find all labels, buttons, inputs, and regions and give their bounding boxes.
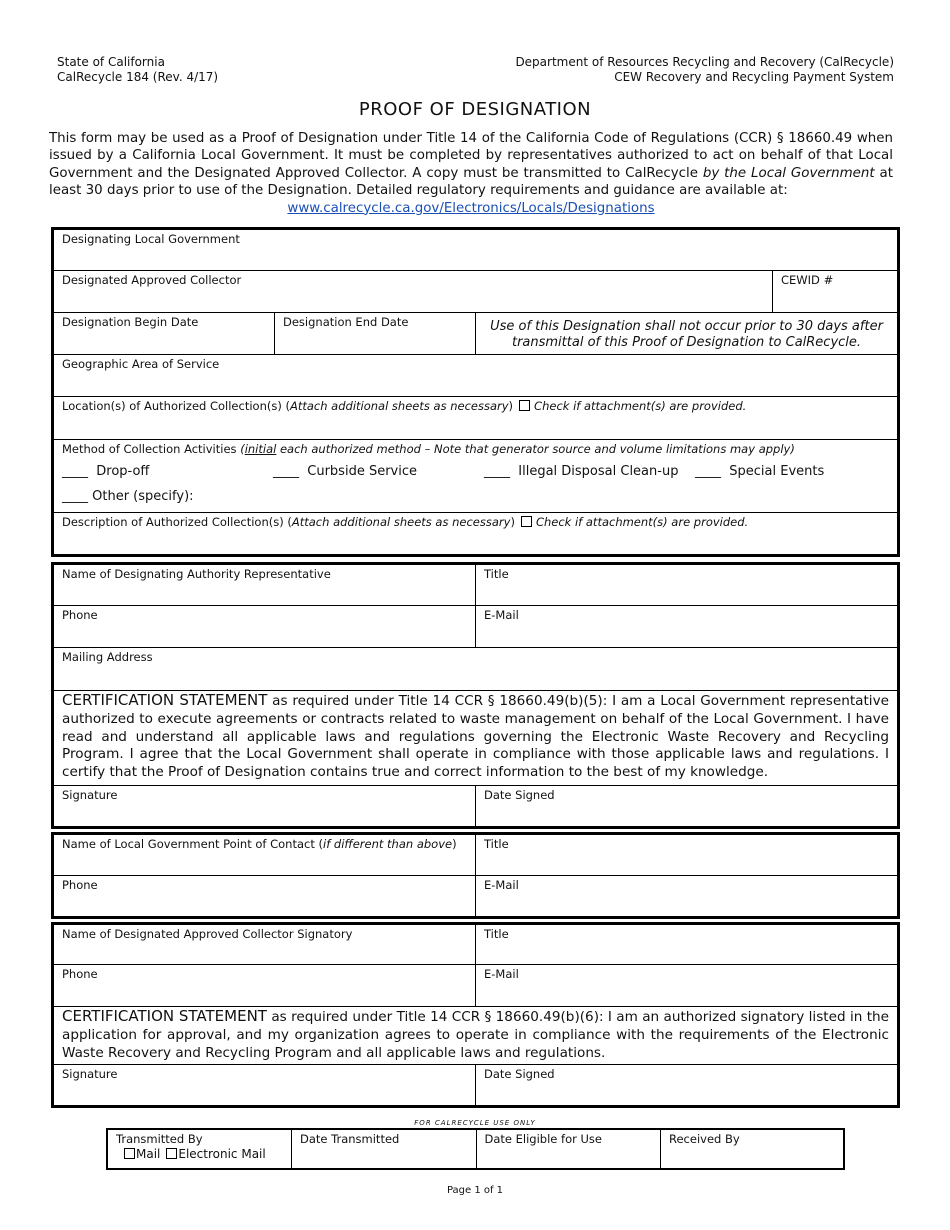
blank-line: ____ <box>695 464 721 479</box>
cert6-ref: Title 14 CCR § 18660.49(b)(6) <box>396 1009 599 1025</box>
signatory-phone-field[interactable] <box>53 965 476 1007</box>
dropoff-label: Drop-off <box>96 464 150 479</box>
received-by-field[interactable] <box>661 1129 845 1169</box>
method-label: Method of Collection Activities <box>62 442 241 456</box>
curbside-label: Curbside Service <box>307 464 417 479</box>
rep-title-label: Title <box>484 567 509 581</box>
rep-name-field[interactable] <box>53 564 476 606</box>
designation-note-cell <box>476 313 899 355</box>
transmitted-by-label: Transmitted By <box>116 1132 203 1146</box>
signatory-signature-field[interactable] <box>53 1065 476 1107</box>
locations-note: Attach additional sheets as necessary <box>289 399 509 413</box>
signatory-email-field[interactable] <box>476 965 899 1007</box>
locations-label-end: ) <box>508 399 514 413</box>
method-option-special-events[interactable] <box>695 464 824 479</box>
poc-title-label: Title <box>484 837 509 851</box>
signatory-title-label: Title <box>484 927 509 941</box>
designations-link[interactable]: www.calrecycle.ca.gov/Electronics/Locals/Designations <box>287 200 655 216</box>
form-id: CalRecycle 184 (Rev. 4/17) <box>57 70 219 84</box>
designating-local-government-field[interactable] <box>53 229 899 271</box>
blank-line: ____ <box>484 464 510 479</box>
method-option-curbside[interactable] <box>273 464 484 479</box>
locations-label: Location(s) of Authorized Collection(s) ( <box>62 399 290 413</box>
signatory-email-label: E-Mail <box>484 967 519 981</box>
description-label: Description of Authorized Collection(s) ( <box>62 515 292 529</box>
designation-note: Use of this Designation shall not occur prior to 30 days after transmittal of this Proof of Designation to CalRecycle. <box>490 319 883 350</box>
geographic-area-field[interactable] <box>53 355 899 397</box>
poc-name-label: Name of Local Government Point of Contact ( <box>62 837 323 851</box>
state-label: State of California <box>57 55 165 69</box>
date-transmitted-label: Date Transmitted <box>300 1132 400 1146</box>
system-label: CEW Recovery and Recycling Payment System <box>614 70 894 84</box>
poc-phone-label: Phone <box>62 878 98 892</box>
signatory-date-signed-field[interactable] <box>476 1065 899 1107</box>
method-paren: ( <box>240 442 245 456</box>
poc-name-end: ) <box>452 837 457 851</box>
signatory-title-field[interactable] <box>476 924 899 965</box>
poc-name-note: if different than above <box>323 837 453 851</box>
cewid-label: CEWID # <box>781 273 834 287</box>
intro-text-a: This form may be used as a Proof of Designation under Title 14 of the California Code of Regulations (CCR) § 18660.49 when issued by a California Local Government. It must be completed by representatives authorized to act on behalf of that Local Government and the Designated Approved Collector. A copy must be transmitted to CalRecycle <box>49 131 893 181</box>
attachment-checkbox[interactable] <box>519 400 530 411</box>
transmitted-by-field <box>107 1129 292 1169</box>
date-eligible-field[interactable] <box>476 1129 661 1169</box>
certification-statement-5 <box>53 691 899 786</box>
rep-phone-field[interactable] <box>53 606 476 648</box>
rep-date-signed-label: Date Signed <box>484 788 555 802</box>
designating-local-government-label: Designating Local Government <box>62 232 240 246</box>
special-events-label: Special Events <box>729 464 825 479</box>
header-left <box>57 55 218 85</box>
description-label-end: ) <box>510 515 515 529</box>
illegal-disposal-label: Illegal Disposal Clean-up <box>518 464 679 479</box>
method-option-illegal-disposal[interactable] <box>484 464 695 479</box>
designated-approved-collector-label: Designated Approved Collector <box>62 273 242 287</box>
electronic-mail-checkbox[interactable] <box>166 1148 177 1159</box>
signatory-phone-label: Phone <box>62 967 98 981</box>
mailing-address-field[interactable] <box>53 648 899 691</box>
rep-name-label: Name of Designating Authority Representative <box>62 567 331 581</box>
blank-line: ____ <box>62 489 88 504</box>
date-transmitted-field[interactable] <box>292 1129 477 1169</box>
signatory-name-field[interactable] <box>53 924 476 965</box>
intro-text-b: at least 30 days prior to use of the Designation. Detailed regulatory requirements and guidance are available at: <box>49 165 893 199</box>
end-date-label: Designation End Date <box>283 315 409 329</box>
office-use-heading: FOR CALRECYCLE USE ONLY <box>414 1119 536 1127</box>
office-use-table <box>106 1128 845 1170</box>
intro-text-em: by the Local Government <box>702 165 875 181</box>
mail-checkbox[interactable] <box>124 1148 135 1159</box>
intro-paragraph <box>49 130 893 217</box>
other-label: Other (specify): <box>92 489 194 504</box>
rep-signature-label: Signature <box>62 788 118 802</box>
method-other-row[interactable] <box>62 489 889 504</box>
date-eligible-label: Date Eligible for Use <box>484 1132 602 1146</box>
poc-email-label: E-Mail <box>484 878 519 892</box>
received-by-label: Received By <box>669 1132 740 1146</box>
page-title: PROOF OF DESIGNATION <box>358 99 592 120</box>
description-field[interactable] <box>53 513 899 556</box>
poc-email-field[interactable] <box>476 876 899 918</box>
cert6-mid: as required under <box>266 1009 397 1025</box>
rep-email-label: E-Mail <box>484 608 519 622</box>
begin-date-field[interactable] <box>53 313 275 355</box>
rep-title-field[interactable] <box>476 564 899 606</box>
header-right <box>515 55 894 85</box>
signatory-name-label: Name of Designated Approved Collector Signatory <box>62 927 353 941</box>
cert-body: : I am a Local Government representative authorized to execute agreements or contracts related to waste management on behalf of the Local Government. I have read and understand all applicable laws and regulations governing the Electronic Waste Recovery and Recycling Program. I agree that the Local Government shall operate in compliance with those applicable laws and regulations. I certify that the Proof of Designation contains true and correct information to the best of my knowledge. <box>62 693 889 781</box>
method-option-dropoff[interactable] <box>62 464 273 479</box>
electronic-mail-label: Electronic Mail <box>178 1147 266 1161</box>
designating-authority-table <box>51 562 900 829</box>
method-options-row <box>62 464 889 479</box>
cewid-field[interactable] <box>773 271 899 313</box>
description-attachment-checkbox[interactable] <box>521 516 532 527</box>
collector-signatory-table <box>51 922 900 1108</box>
method-initial: initial <box>244 442 277 456</box>
rep-email-field[interactable] <box>476 606 899 648</box>
method-of-collection-field <box>53 440 899 513</box>
signatory-date-signed-label: Date Signed <box>484 1067 555 1082</box>
geographic-area-label: Geographic Area of Service <box>62 357 220 371</box>
point-of-contact-table <box>51 832 900 919</box>
page-number: Page 1 of 1 <box>446 1185 504 1196</box>
mail-label: Mail <box>136 1147 161 1161</box>
cert-lead: CERTIFICATION STATEMENT <box>62 691 268 709</box>
rep-signature-field[interactable] <box>53 786 476 828</box>
poc-phone-field[interactable] <box>53 876 476 918</box>
method-note: each authorized method – Note that generator source and volume limitations may apply) <box>276 442 795 456</box>
blank-line: ____ <box>273 464 299 479</box>
description-attachment-label: Check if attachment(s) are provided. <box>535 515 749 529</box>
end-date-field[interactable] <box>275 313 476 355</box>
description-note: Attach additional sheets as necessary <box>291 515 511 529</box>
department-label: Department of Resources Recycling and Recovery (CalRecycle) <box>515 55 894 69</box>
attachment-check-label: Check if attachment(s) are provided. <box>534 399 747 413</box>
designated-approved-collector-field[interactable] <box>53 271 773 313</box>
cert6-lead: CERTIFICATION STATEMENT <box>62 1007 267 1025</box>
designation-details-table <box>51 227 900 557</box>
certification-statement-6 <box>53 1007 899 1065</box>
rep-phone-label: Phone <box>62 608 98 622</box>
mailing-address-label: Mailing Address <box>62 650 153 664</box>
cert6-body: : I am an authorized signatory listed in the application for approval, and my organization agrees to operate in compliance with the requirements of the Electronic Waste Recovery and Recycling Program and all applicable laws and regulations. <box>62 1009 890 1061</box>
signatory-signature-label: Signature <box>62 1067 118 1082</box>
blank-line: ____ <box>62 464 88 479</box>
begin-date-label: Designation Begin Date <box>62 315 199 329</box>
cert-mid: as required under <box>267 693 399 709</box>
locations-field[interactable] <box>53 397 899 440</box>
poc-title-field[interactable] <box>476 834 899 876</box>
rep-date-signed-field[interactable] <box>476 786 899 828</box>
poc-name-field[interactable] <box>53 834 476 876</box>
cert-ref: Title 14 CCR § 18660.49(b)(5) <box>398 693 603 709</box>
